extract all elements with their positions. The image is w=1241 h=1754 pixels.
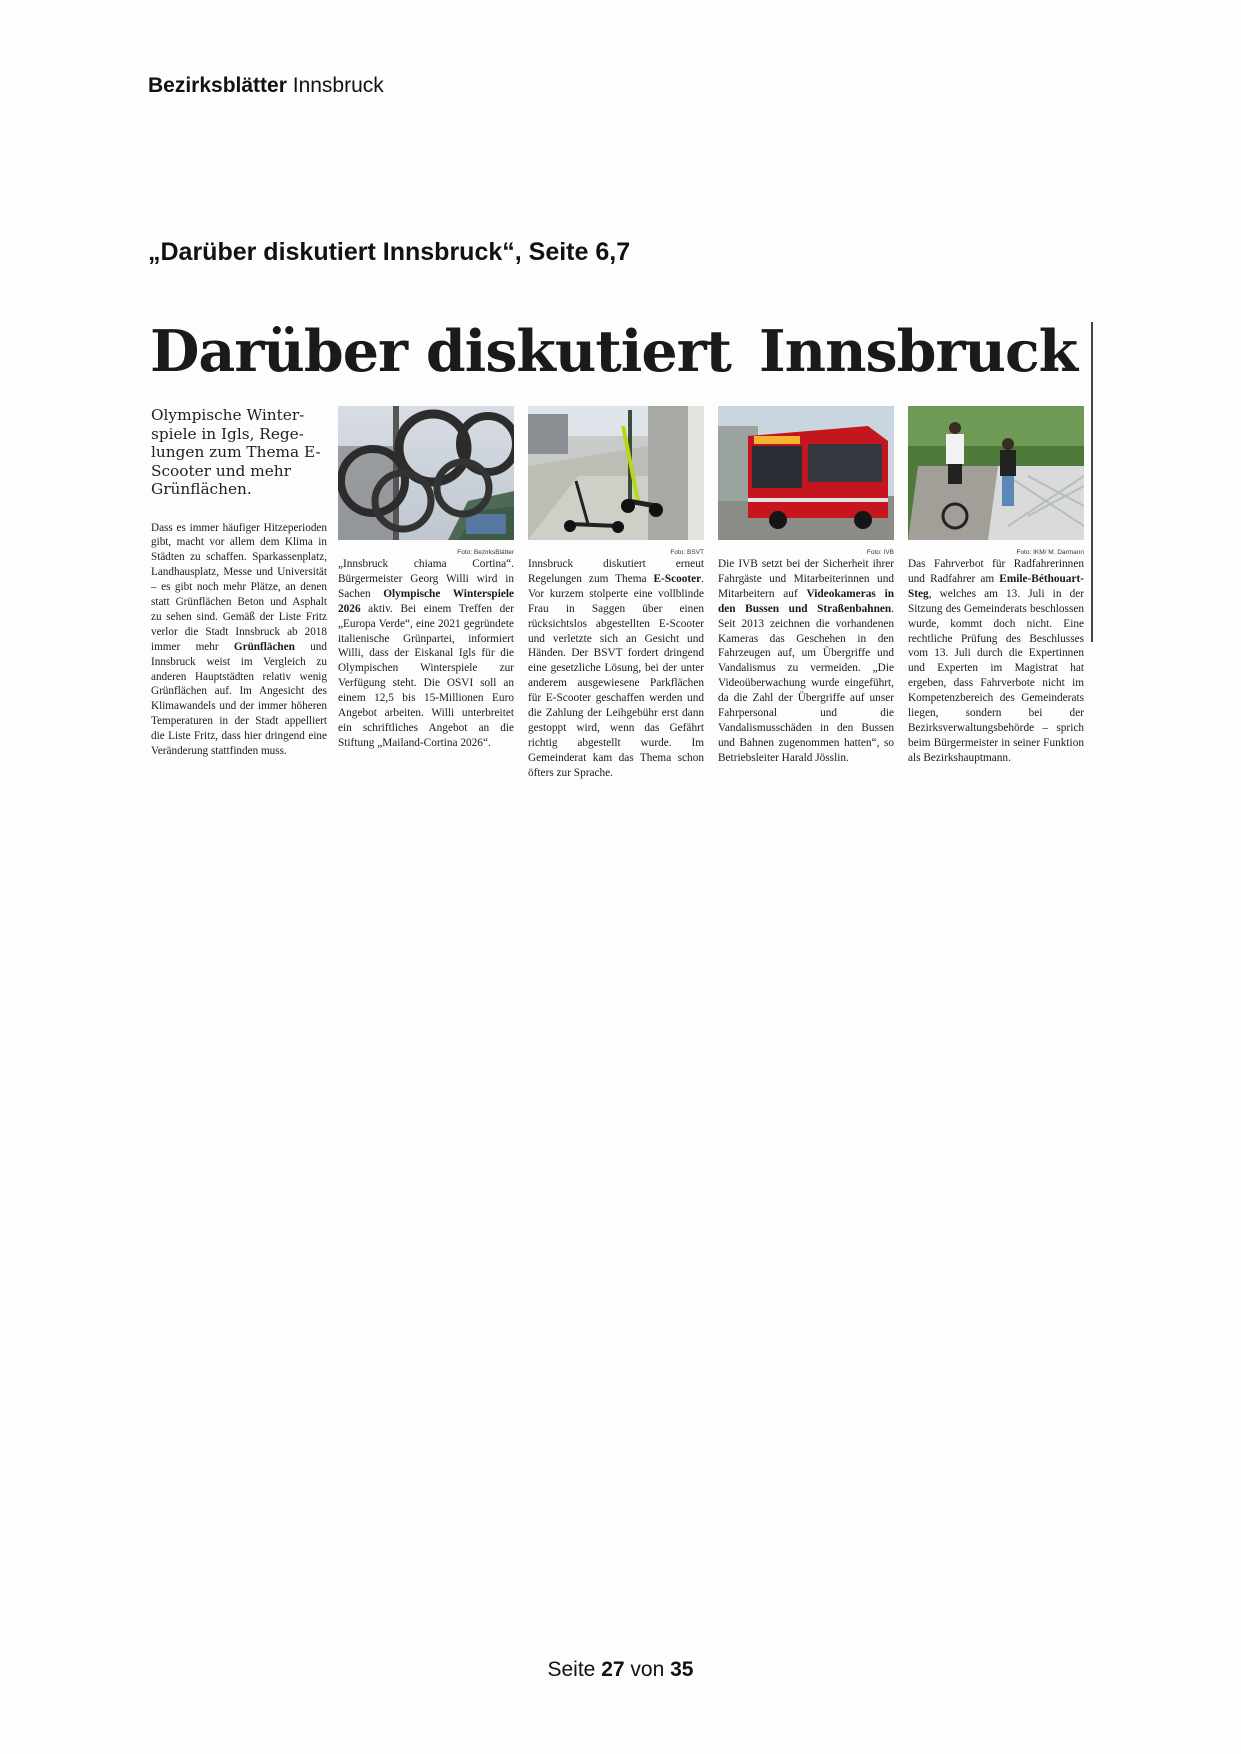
text-bold: Videokameras in den Bussen und Straßenbahnen xyxy=(718,587,894,615)
text-bold: E-Scooter xyxy=(653,572,702,585)
text-part: . Vor kurzem stolperte eine vollblinde Frau in Saggen über einen rücksichtslos abgestellten E-Scooter und verletzte sich an Gesicht und Händen. Der BSVT fordert dringend eine gesetzliche Lösung, bei der unter anderem ausgewiesene Parkflächen für E-Scooter geschaffen werden und die Zahlung der Leihgebühr erst dann gestoppt wird, wenn das Gefährt richtig abgestellt wurde. Im Gemeinderat kam das Thema schon öfters zur Sprache. xyxy=(528,572,704,779)
photo-credit: Foto: BSVT xyxy=(670,549,704,556)
article-headline xyxy=(150,318,1077,385)
headline-part-2: Innsbruck xyxy=(758,318,1078,385)
newspaper-clipping xyxy=(148,318,1093,808)
text-part: „Innsbruck chiama Cortina“. Bürgermeister Georg Willi wird in Sachen xyxy=(338,558,514,600)
headline-part-1: Darüber diskutiert xyxy=(150,318,731,385)
current-page: 27 xyxy=(601,1658,625,1681)
text-part: Innsbruck diskutiert erneut Regelungen zum Thema xyxy=(528,558,704,585)
article-column-escooter xyxy=(528,406,704,781)
article-lead xyxy=(151,521,327,760)
text-part: , welches am 13. Juli in der Sitzung des Gemeinderats beschlossen wurde, kommt doch nicht. Eine rechtliche Prüfung des Beschlusses vom 13. Juli durch die Expertinnen und Experten im Magistrat hat ergeben, dass Fahrverbote nicht im Kompetenzbereich des Gemeinderats liegen, sondern bei der Bezirksverwaltungsbehörde – sprich beim Bürgermeister in seiner Funktion als Bezirkshauptmann. xyxy=(908,587,1084,764)
article-column-steg xyxy=(908,406,1084,766)
article-column-ivb xyxy=(718,406,894,766)
text-part: aktiv. Bei einem Treffen der „Europa Verde“, eine 2021 gegründete italienische Grünpartei, informiert Willi, dass der Eiskanal Igls für die Olympischen Winterspiele zur Verfügung steht. Die OSVI soll an einem 12,5 bis 15-Millionen Euro Angebot arbeiten. Willi unterbreitet ein schriftliches Angebot an die Stiftung „Mailand-Cortina 2026“. xyxy=(338,602,514,749)
document-header xyxy=(148,74,384,98)
page-number xyxy=(0,1658,1241,1682)
article-column-olympics xyxy=(338,406,514,751)
page-label: Seite xyxy=(547,1658,596,1681)
text-part: Die IVB setzt bei der Sicherheit ihrer Fahrgäste und Mitarbeiterinnen und Mitarbeitern auf xyxy=(718,558,894,600)
column-text xyxy=(338,557,514,751)
lead-bold: Grünflächen xyxy=(233,640,295,653)
publication-region: Innsbruck xyxy=(292,74,384,97)
bridge-photo xyxy=(908,406,1084,540)
lead-text-1: Dass es immer häufiger Hitzeperioden gibt, macht vor allem dem Klima in Städten zu schaffen. Sparkassenplatz, Landhausplatz, Messe und Universität – es gibt noch mehr Plätze, an denen statt Grünflächen Beton und Asphalt zu sehen sind. Gemäß der Liste Fritz verlor die Stadt Innsbruck ab 2018 immer mehr xyxy=(151,521,327,653)
column-text xyxy=(718,557,894,766)
column-text xyxy=(528,557,704,781)
page-of: von xyxy=(630,1658,665,1681)
bus-photo xyxy=(718,406,894,540)
total-pages: 35 xyxy=(670,1658,694,1681)
column-divider xyxy=(1091,322,1093,642)
photo-credit: Foto: IKM/ M. Darmann xyxy=(1016,549,1084,556)
article-reference-title: „Darüber diskutiert Innsbruck“, Seite 6,7 xyxy=(148,238,631,266)
text-bold: Olympische Winterspiele 2026 xyxy=(338,587,514,615)
text-part: . Seit 2013 zeichnen die vorhandenen Kameras das Geschehen in den Fahrzeugen auf, um Übergriffe und Vandalismus zu vermeiden. „Die Videoüberwachung wurde eingeführt, da die Zahl der Übergriffe auf unser Fahrpersonal und die Vandalismusschäden in den Bussen und Bahnen zugenommen hatten“, so Betriebsleiter Harald Jösslin. xyxy=(718,602,894,764)
escooter-photo xyxy=(528,406,704,540)
article-intro: Olympische Winterspiele in Igls, Regelungen zum Thema E-Scooter und mehr Grünflächen. xyxy=(151,406,321,498)
text-part: Das Fahrverbot für Radfahrerinnen und Radfahrer am xyxy=(908,558,1084,585)
lead-text-2: und Innsbruck weist im Vergleich zu anderen Hauptstädten relativ wenig Grünflächen auf. Im Angesicht des Klimawandels und der immer höheren Temperaturen in der Stadt appelliert die Liste Fritz, dass hier dringend eine Veränderung stattfinden muss. xyxy=(151,640,327,758)
photo-credit: Foto: IVB xyxy=(866,549,894,556)
photo-credit: Foto: BezirksBlätter xyxy=(457,549,514,556)
olympic-rings-photo xyxy=(338,406,514,540)
publication-name: Bezirksblätter xyxy=(148,74,287,97)
column-text xyxy=(908,557,1084,766)
text-bold: Emile-Béthouart-Steg xyxy=(908,572,1084,600)
intro-column xyxy=(151,406,327,759)
